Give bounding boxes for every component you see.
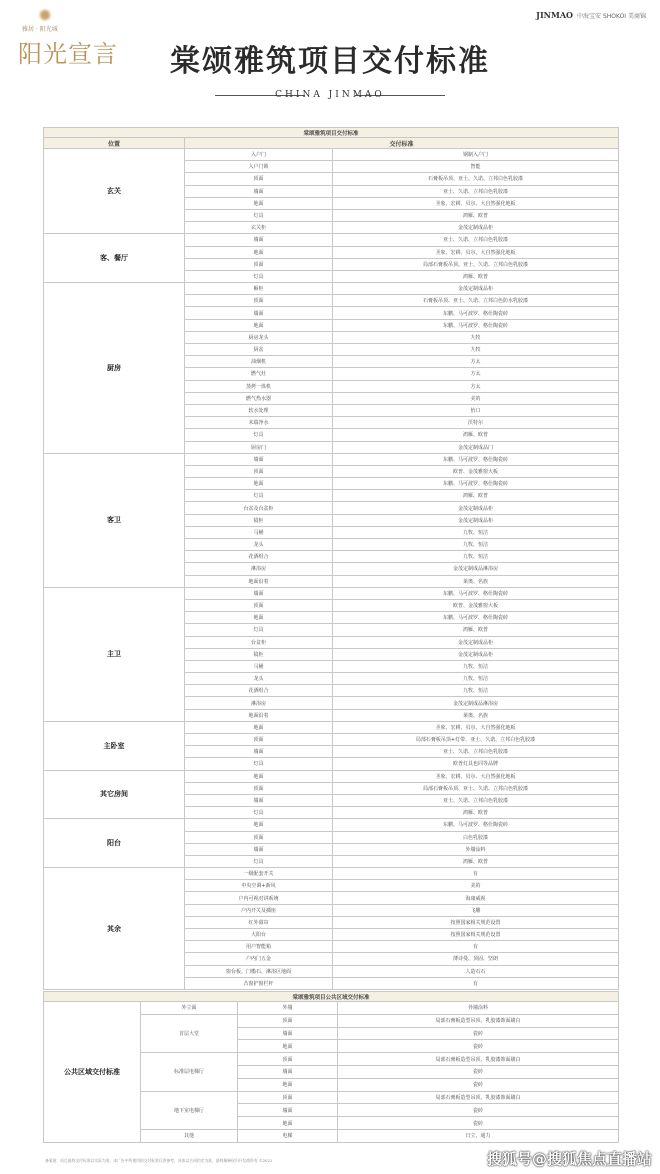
item-cell: 玄关柜 <box>185 222 333 234</box>
item-cell: 凸窗护窗栏杆 <box>185 977 333 989</box>
item-cell: 一级配套开关 <box>185 868 333 880</box>
item-cell: 地面 <box>238 1078 338 1091</box>
footnote: 备案批：项目最终交付标准以实际为准，本广告中所使用的交付标准仅供参考，具体以合同约定为准，最终解释权归开发商所有 ©2021 <box>45 1158 273 1163</box>
standard-cell: 局部石膏板造型吊顶、乳胶漆饰面刷白 <box>338 1014 619 1027</box>
item-cell: 淋浴房 <box>185 697 333 709</box>
table-row <box>44 587 619 599</box>
table-row <box>44 819 619 831</box>
standard-cell: 局部石膏板吊顶+灯带、亚士、久诺、立邦白色乳胶漆 <box>333 734 619 746</box>
standard-cell: 亚士、久诺、立邦白色乳胶漆 <box>333 185 619 197</box>
item-cell: 用户智能箱 <box>185 941 333 953</box>
col-header-location: 位置 <box>44 138 185 149</box>
partner-names: 中海宝安 SHOKOI 美商锦 <box>577 13 646 20</box>
standard-cell: 智能 <box>333 161 619 173</box>
standard-cell: 圣象、宏耕、贝尔、大自然强化地板 <box>333 721 619 733</box>
standard-cell: 莱奥、名族 <box>333 575 619 587</box>
standard-cell: 东鹏、马可波罗、格仕陶瓷砖 <box>333 587 619 599</box>
standard-cell: 九牧、恒洁 <box>333 660 619 672</box>
standard-cell: 鸿雁、欧普 <box>333 490 619 502</box>
item-cell: 蒸烤一体机 <box>185 380 333 392</box>
item-cell: 地面 <box>238 1117 338 1130</box>
standard-cell: 金茂定制成品柜 <box>333 283 619 295</box>
standard-cell: 外墙涂料 <box>333 843 619 855</box>
location-cell: 阳台 <box>44 819 185 868</box>
item-cell: 顶面 <box>185 258 333 270</box>
standard-cell: 飞雕 <box>333 904 619 916</box>
jinmao-brand: JINMAO <box>536 10 574 20</box>
item-cell: 顶面 <box>185 782 333 794</box>
item-cell: 龙头 <box>185 539 333 551</box>
standard-cell: 九牧、恒洁 <box>333 673 619 685</box>
standard-cell: 日立、通力 <box>338 1129 619 1142</box>
standard-cell: 九牧、恒洁 <box>333 539 619 551</box>
item-cell: 龙头 <box>185 673 333 685</box>
standard-cell: 局部石膏板造型吊顶、乳胶漆饰面刷白 <box>338 1091 619 1104</box>
logo-subtitle: 雅居 · 阳光城 <box>22 26 58 33</box>
standard-cell: 金茂定制成品柜 <box>333 636 619 648</box>
public-area-table <box>43 991 619 1143</box>
area-cell: 标准层电梯厅 <box>141 1053 238 1091</box>
item-cell: 地面 <box>238 1040 338 1053</box>
area-cell: 地下室电梯厅 <box>141 1091 238 1129</box>
standard-cell: 美的 <box>333 392 619 404</box>
table-row <box>44 770 619 782</box>
standard-cell: 有 <box>333 868 619 880</box>
item-cell: 灯具 <box>185 209 333 221</box>
location-cell: 厨房 <box>44 283 185 454</box>
area-cell: 首层大堂 <box>141 1014 238 1052</box>
standard-cell: 金茂定制成品淋浴房 <box>333 697 619 709</box>
location-cell: 主卧室 <box>44 721 185 770</box>
standard-cell: 钢制入户门 <box>333 149 619 161</box>
standard-cell: 石膏板吊顶、亚士、久诺、立邦白色乳胶漆 <box>333 173 619 185</box>
col-header-standard: 交付标准 <box>185 138 619 149</box>
item-cell: 大阳台 <box>185 929 333 941</box>
watermark: 搜狐号@搜狐焦点直播站 <box>486 1150 652 1168</box>
item-cell: 顶面 <box>185 465 333 477</box>
item-cell: 淋浴房 <box>185 563 333 575</box>
item-cell: 墙面 <box>185 307 333 319</box>
standard-cell: 亚士、久诺、立邦白色乳胶漆 <box>333 746 619 758</box>
partner-logos <box>536 10 646 20</box>
standard-cell: 鸿雁、欧普 <box>333 624 619 636</box>
standard-cell: 方太 <box>333 368 619 380</box>
item-cell: 灯具 <box>185 758 333 770</box>
item-cell: 地面 <box>185 478 333 490</box>
item-cell: 地面 <box>185 197 333 209</box>
standard-cell: 鸿雁、欧普 <box>333 855 619 867</box>
item-cell: 墙面 <box>185 453 333 465</box>
item-cell: 花洒组合 <box>185 551 333 563</box>
standard-cell: 局部石膏板造型吊顶、乳胶漆饰面刷白 <box>338 1053 619 1066</box>
standard-cell: 九牧、恒洁 <box>333 526 619 538</box>
table-row <box>44 149 619 161</box>
item-cell: 顶面 <box>185 734 333 746</box>
item-cell: 顶面 <box>238 1014 338 1027</box>
standard-cell: 九牧 <box>333 331 619 343</box>
item-cell: 墙面 <box>185 234 333 246</box>
location-cell: 客卫 <box>44 453 185 587</box>
item-cell: 户内可视对讲系统 <box>185 892 333 904</box>
item-cell: 墙面 <box>185 746 333 758</box>
standard-cell: 沃特尔 <box>333 417 619 429</box>
standard-cell: 按照国家相关规范设置 <box>333 916 619 928</box>
standard-cell: 人造石石 <box>333 965 619 977</box>
standard-cell: 金茂定制成品柜 <box>333 514 619 526</box>
location-cell: 玄关 <box>44 149 185 234</box>
item-cell: 燃气热水器 <box>185 392 333 404</box>
item-cell: 墙面 <box>238 1104 338 1117</box>
item-cell: 电梯 <box>238 1129 338 1142</box>
item-cell: 镜柜 <box>185 648 333 660</box>
standard-cell: 瓷砖 <box>338 1104 619 1117</box>
standard-cell: 美的 <box>333 880 619 892</box>
standard-cell: 瓷砖 <box>338 1065 619 1078</box>
standard-cell: 有 <box>333 977 619 989</box>
item-cell: 地面 <box>185 319 333 331</box>
standard-cell: 瓷砖 <box>338 1078 619 1091</box>
standard-cell: 金茂定制成品柜 <box>333 502 619 514</box>
item-cell: 顶面 <box>185 831 333 843</box>
item-cell: 末端净水 <box>185 417 333 429</box>
standard-cell: 白色乳胶漆 <box>333 831 619 843</box>
item-cell: 中央空调+新风 <box>185 880 333 892</box>
table-title: 棠颂雅筑项目交付标准 <box>44 128 619 138</box>
item-cell: 墙面 <box>238 1065 338 1078</box>
standard-cell: 金茂定制成品门 <box>333 441 619 453</box>
area-cell: 外立面 <box>141 1002 238 1015</box>
standard-cell: 东鹏、马可波罗、格仕陶瓷砖 <box>333 478 619 490</box>
standard-cell: 薄诗曼、顶固、坚朗 <box>333 953 619 965</box>
item-cell: 地面 <box>185 612 333 624</box>
standard-cell: 圣象、宏耕、贝尔、大自然强化地板 <box>333 770 619 782</box>
standard-cell: 东鹏、马可波罗、格仕陶瓷砖 <box>333 307 619 319</box>
standard-cell: 按照国家相关规范设置 <box>333 929 619 941</box>
item-cell: 顶面 <box>185 173 333 185</box>
standard-cell: 局部石膏板吊顶、亚士、久诺、立邦白色乳胶漆 <box>333 782 619 794</box>
item-cell: 台盆及台盆柜 <box>185 502 333 514</box>
item-cell: 地面 <box>185 246 333 258</box>
item-cell: 灯具 <box>185 490 333 502</box>
standard-cell: 亚士、久诺、立邦白色乳胶漆 <box>333 234 619 246</box>
standard-cell: 圣象、宏耕、贝尔、大自然强化地板 <box>333 197 619 209</box>
item-cell: 地面 <box>185 770 333 782</box>
table-row <box>44 1002 619 1015</box>
item-cell: 红外幕帘 <box>185 916 333 928</box>
item-cell: 灯具 <box>185 429 333 441</box>
standard-cell: 金茂定制成品柜 <box>333 222 619 234</box>
standard-cell: 瓷砖 <box>338 1117 619 1130</box>
location-cell: 其余 <box>44 868 185 990</box>
standard-cell: 怡口 <box>333 404 619 416</box>
standard-cell: 九牧、恒洁 <box>333 685 619 697</box>
logo-wordmark: 阳光宣言 <box>18 40 118 68</box>
item-cell: 燃气灶 <box>185 368 333 380</box>
table-row <box>44 234 619 246</box>
delivery-standard-table <box>43 127 619 990</box>
item-cell: 地面 <box>185 819 333 831</box>
standard-cell: 莱奥、名族 <box>333 709 619 721</box>
item-cell: 灯具 <box>185 855 333 867</box>
standard-cell: 局部石膏板吊顶、亚士、久诺、立邦白色乳胶漆 <box>333 258 619 270</box>
location-cell: 客、餐厅 <box>44 234 185 283</box>
item-cell: 墙面 <box>185 587 333 599</box>
item-cell: 入户门 <box>185 149 333 161</box>
item-cell: 厨房龙头 <box>185 331 333 343</box>
item-cell: 户内门五金 <box>185 953 333 965</box>
subtitle-line <box>0 88 660 102</box>
standard-cell: 欧普灯具也同等品牌 <box>333 758 619 770</box>
standard-cell: 海康威视 <box>333 892 619 904</box>
item-cell: 顶面 <box>238 1091 338 1104</box>
item-cell: 户内开关及插座 <box>185 904 333 916</box>
item-cell: 地面沿着 <box>185 709 333 721</box>
item-cell: 油烟机 <box>185 356 333 368</box>
item-cell: 顶面 <box>185 295 333 307</box>
standard-cell: 圣象、宏耕、贝尔、大自然强化地板 <box>333 246 619 258</box>
item-cell: 灯具 <box>185 270 333 282</box>
item-cell: 厨盆 <box>185 344 333 356</box>
item-cell: 墙面 <box>185 794 333 806</box>
standard-cell: 九牧 <box>333 344 619 356</box>
group-cell: 公共区域交付标准 <box>44 1002 141 1143</box>
standard-cell: 方太 <box>333 380 619 392</box>
standard-cell: 东鹏、马可波罗、格仕陶瓷砖 <box>333 612 619 624</box>
item-cell: 入户门锁 <box>185 161 333 173</box>
standard-cell: 有 <box>333 941 619 953</box>
item-cell: 墙面 <box>185 843 333 855</box>
item-cell: 窗台板、门槛石、淋浴区地面 <box>185 965 333 977</box>
standard-cell: 亚士、久诺、立邦白色乳胶漆 <box>333 794 619 806</box>
standard-cell: 鸿雁、欧普 <box>333 209 619 221</box>
table-row <box>44 868 619 880</box>
standard-cell: 鸿雁、欧普 <box>333 270 619 282</box>
area-cell: 其他 <box>141 1129 238 1142</box>
item-cell: 镜柜 <box>185 514 333 526</box>
standard-cell: 九牧、恒洁 <box>333 551 619 563</box>
standard-cell: 东鹏、马可波罗、格仕陶瓷砖 <box>333 319 619 331</box>
standard-cell: 欧普、金茂雅窗大板 <box>333 465 619 477</box>
item-cell: 顶面 <box>185 599 333 611</box>
item-cell: 厨房门 <box>185 441 333 453</box>
item-cell: 外墙 <box>238 1002 338 1015</box>
item-cell: 台盆柜 <box>185 636 333 648</box>
standard-cell: 方太 <box>333 356 619 368</box>
location-cell: 主卫 <box>44 587 185 721</box>
standard-cell: 瓷砖 <box>338 1027 619 1040</box>
standard-cell: 石膏板吊顶、亚士、久诺、立邦白色防水乳胶漆 <box>333 295 619 307</box>
item-cell: 墙面 <box>238 1027 338 1040</box>
table-title: 棠颂雅筑项目公共区域交付标准 <box>44 992 619 1002</box>
table-row <box>44 453 619 465</box>
item-cell: 马桶 <box>185 660 333 672</box>
item-cell: 软水处理 <box>185 404 333 416</box>
page-title: 棠颂雅筑项目交付标准 <box>170 44 490 79</box>
standard-cell: 鸿雁、欧普 <box>333 429 619 441</box>
subtitle-text: CHINA JINMAO <box>275 90 385 100</box>
standard-cell: 瓷砖 <box>338 1040 619 1053</box>
item-cell: 顶面 <box>238 1053 338 1066</box>
item-cell: 地面 <box>185 721 333 733</box>
standard-cell: 东鹏、马可波罗、格仕陶瓷砖 <box>333 453 619 465</box>
tree-icon <box>38 8 52 22</box>
item-cell: 灯具 <box>185 807 333 819</box>
item-cell: 橱柜 <box>185 283 333 295</box>
item-cell: 花洒组合 <box>185 685 333 697</box>
item-cell: 灯具 <box>185 624 333 636</box>
standard-cell: 鸿雁、欧普 <box>333 807 619 819</box>
location-cell: 其它房间 <box>44 770 185 819</box>
item-cell: 墙面 <box>185 185 333 197</box>
table-row <box>44 283 619 295</box>
standard-cell: 东鹏、马可波罗、格仕陶瓷砖 <box>333 819 619 831</box>
item-cell: 马桶 <box>185 526 333 538</box>
standard-cell: 外墙涂料 <box>338 1002 619 1015</box>
standard-cell: 金茂定制成品柜 <box>333 648 619 660</box>
page-header <box>0 0 660 118</box>
standard-cell: 欧普、金茂雅窗大板 <box>333 599 619 611</box>
standard-cell: 金茂定制成品淋浴房 <box>333 563 619 575</box>
table-row <box>44 721 619 733</box>
item-cell: 地面沿着 <box>185 575 333 587</box>
